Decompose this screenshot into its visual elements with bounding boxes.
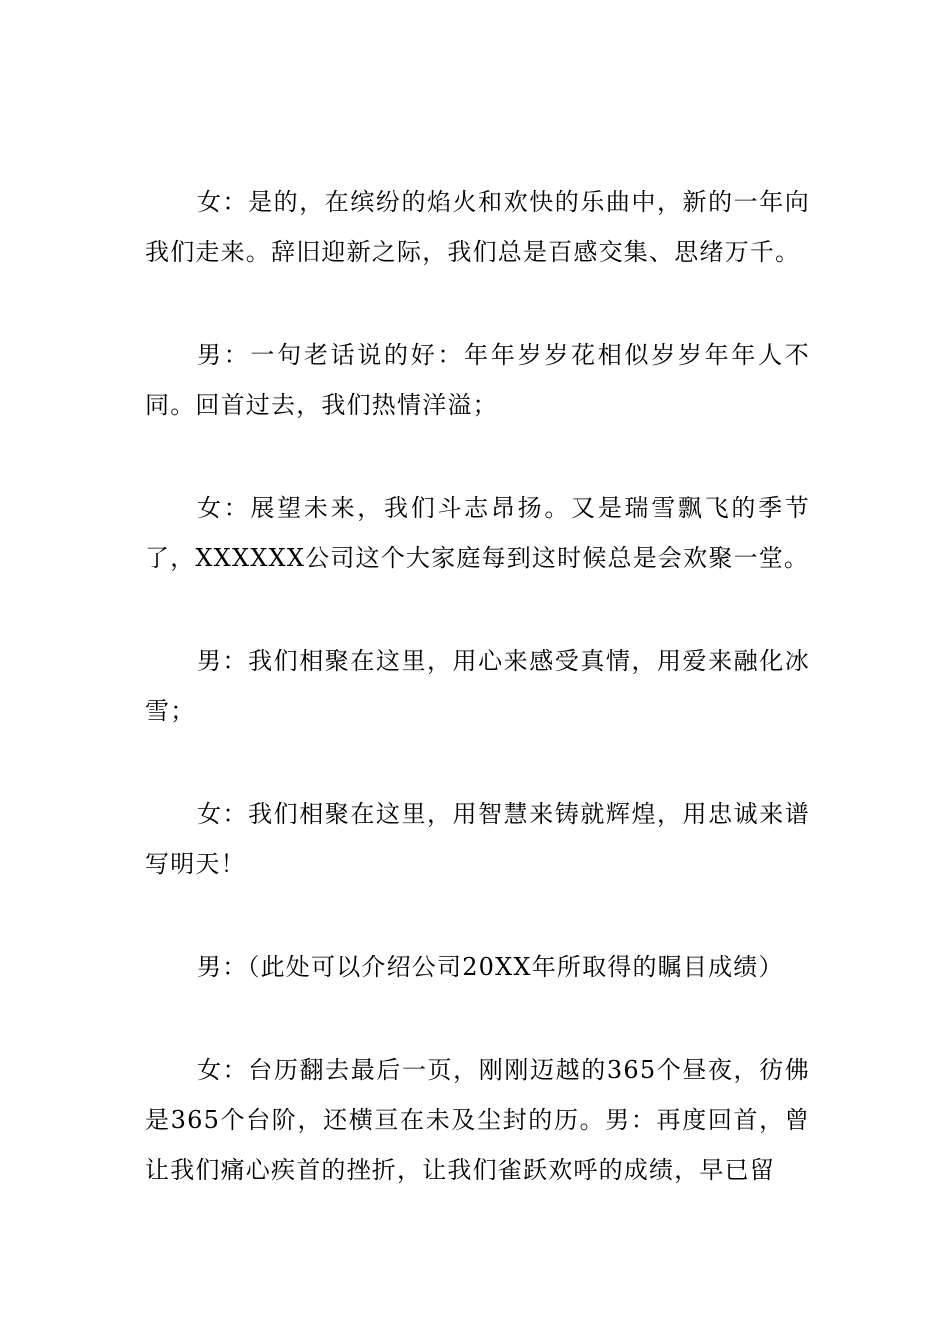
- paragraph-male-1: 男：一句老话说的好：年年岁岁花相似岁岁年年人不同。回首过去，我们热情洋溢；: [145, 341, 810, 419]
- paragraph-male-3: 男：（此处可以介绍公司20XX年所取得的瞩目成绩）: [197, 953, 784, 981]
- document-body: [145, 177, 810, 1248]
- paragraph-male-2: 男：我们相聚在这里，用心来感受真情，用爱来融化冰雪；: [145, 647, 810, 725]
- paragraph-female-1: 女：是的，在缤纷的焰火和欢快的乐曲中，新的一年向我们走来。辞旧迎新之际，我们总是百感交集、思绪万千。: [145, 188, 810, 266]
- paragraph-female-3: 女：我们相聚在这里，用智慧来铸就辉煌，用忠诚来谱写明天！: [145, 800, 810, 878]
- paragraph-female-4: 女：台历翻去最后一页，刚刚迈越的365个昼夜，彷佛是365个台阶，还横亘在未及尘封的历。男：再度回首，曾让我们痛心疾首的挫折，让我们雀跃欢呼的成绩，早已留: [145, 1056, 810, 1184]
- paragraph-female-2: 女：展望未来，我们斗志昂扬。又是瑞雪飘飞的季节了，XXXXXX公司这个大家庭每到这时候总是会欢聚一堂。: [145, 494, 810, 572]
